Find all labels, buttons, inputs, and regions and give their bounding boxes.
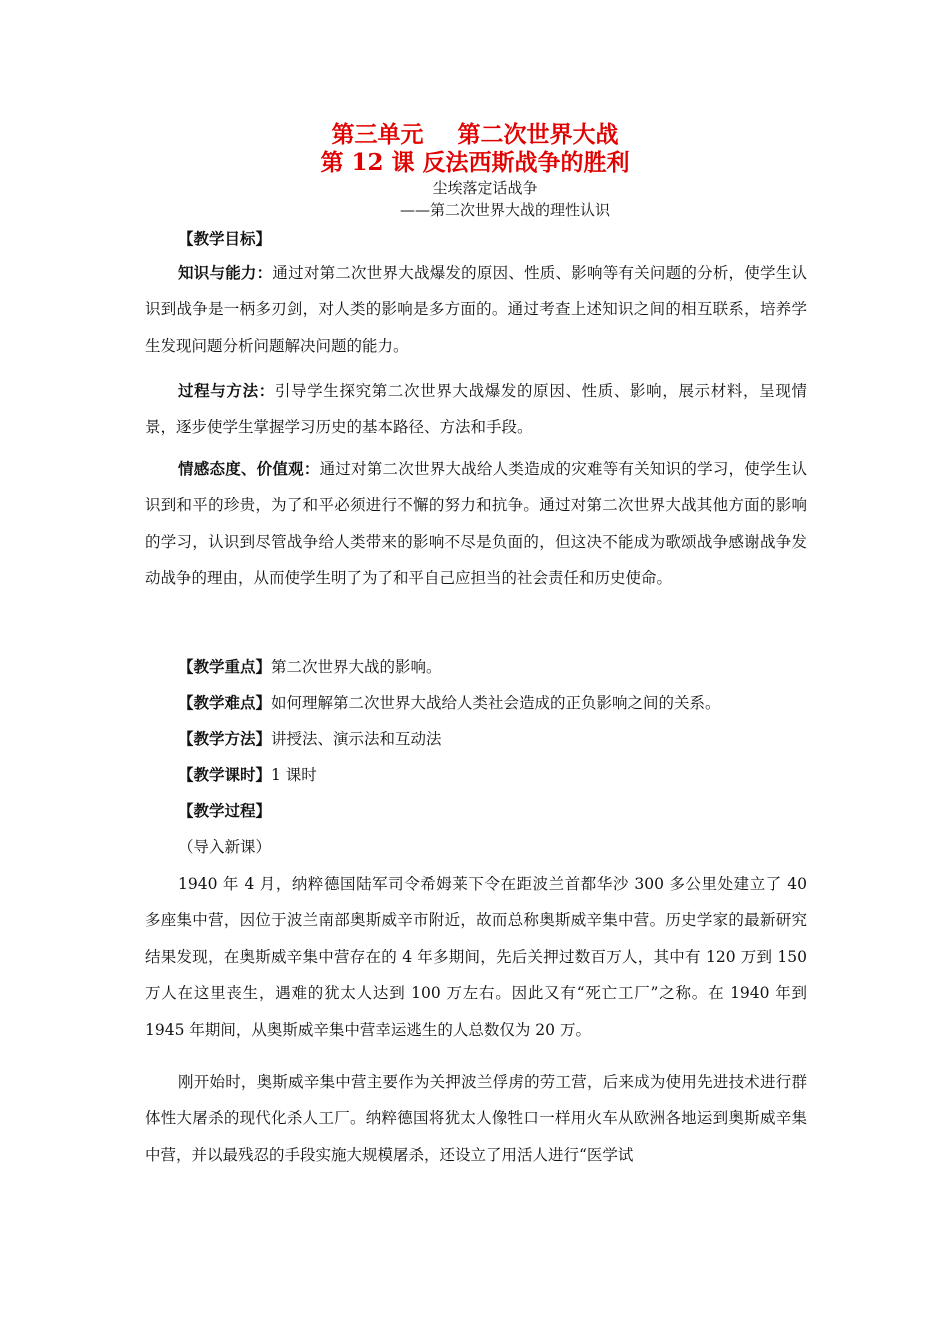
unit-label: 第三单元 — [331, 121, 424, 148]
difficulties-label: 【教学难点】 — [178, 693, 272, 712]
knowledge-text: 通过对第二次世界大战爆发的原因、性质、影响等有关问题的分析，使学生认识到战争是一柄多刃剑，对人类的影响是多方面的。通过考查上述知识之间的相互联系，培养学生发现问题分析问题解决问题的能力。 — [145, 264, 807, 355]
process-text: 引导学生探究第二次世界大战爆发的原因、性质、影响，展示材料，呈现情景，逐步使学生掌握学习历史的基本路径、方法和手段。 — [145, 382, 807, 437]
methods-text: 讲授法、演示法和互动法 — [271, 730, 442, 748]
hours-label: 【教学课时】 — [178, 765, 272, 784]
process-paragraph-1: 1940 年 4 月，纳粹德国陆军司令希姆莱下令在距波兰首都华沙 300 多公里处建立了 40 多座集中营，因位于波兰南部奥斯威辛市附近，故而总称奥斯威辛集中营。历史学家的最新研究结果发现，在奥斯威辛集中营存在的 4 年多期间，先后关押过数百万人，其中有 120 万到 150 万人在这里丧生，遇难的犹太人达到 100 万左右。因此又有“死亡工厂”之称。在 1940 年到 1945 年期间，从奥斯威辛集中营幸运逃生的人总数仅为 20 万。 — [145, 875, 807, 1039]
process-paragraph-2: 刚开始时，奥斯威辛集中营主要作为关押波兰俘虏的劳工营，后来成为使用先进技术进行群体性大屠杀的现代化杀人工厂。纳粹德国将犹太人像牲口一样用火车从欧洲各地运到奥斯威辛集中营，并以最残忍的手段实施大规模屠杀，还设立了用活人进行“医学试 — [145, 1073, 807, 1164]
methods-label: 【教学方法】 — [178, 729, 272, 748]
unit-name: 第二次世界大战 — [457, 121, 619, 148]
difficulties-text: 如何理解第二次世界大战给人类社会造成的正负影响之间的关系。 — [271, 694, 721, 712]
difficulties — [178, 692, 721, 714]
key-points-label: 【教学重点】 — [178, 657, 272, 676]
unit-title — [0, 121, 950, 149]
methods — [178, 728, 442, 750]
objective-process — [145, 373, 807, 446]
process-heading: 【教学过程】 — [178, 801, 272, 820]
objective-knowledge — [145, 255, 807, 364]
key-points-text: 第二次世界大战的影响。 — [271, 658, 442, 676]
emotion-text: 通过对第二次世界大战给人类造成的灾难等有关知识的学习，使学生认识到和平的珍贵，为了和平必须进行不懈的努力和抗争。通过对第二次世界大战其他方面的影响的学习，认识到尽管战争给人类带来的影响不尽是负面的，但这决不能成为歌颂战争感谢战争发动战争的理由，从而使学生明了为了和平自己应担当的社会责任和历史使命。 — [145, 460, 807, 588]
intro-label: （导入新课） — [178, 838, 272, 856]
lesson-title: 第 12 课 反法西斯战争的胜利 — [320, 149, 630, 176]
hours — [178, 764, 317, 786]
knowledge-label: 知识与能力： — [178, 263, 273, 282]
objective-emotion — [145, 451, 807, 597]
subtitle-main: 尘埃落定话战争 — [432, 179, 538, 197]
subtitle-secondary: ——第二次世界大战的理性认识 — [399, 201, 610, 219]
hours-text: 1 课时 — [271, 766, 317, 784]
emotion-label: 情感态度、价值观： — [178, 459, 320, 478]
process-label: 过程与方法： — [178, 381, 275, 400]
key-points — [178, 656, 442, 678]
objectives-heading: 【教学目标】 — [178, 229, 272, 248]
